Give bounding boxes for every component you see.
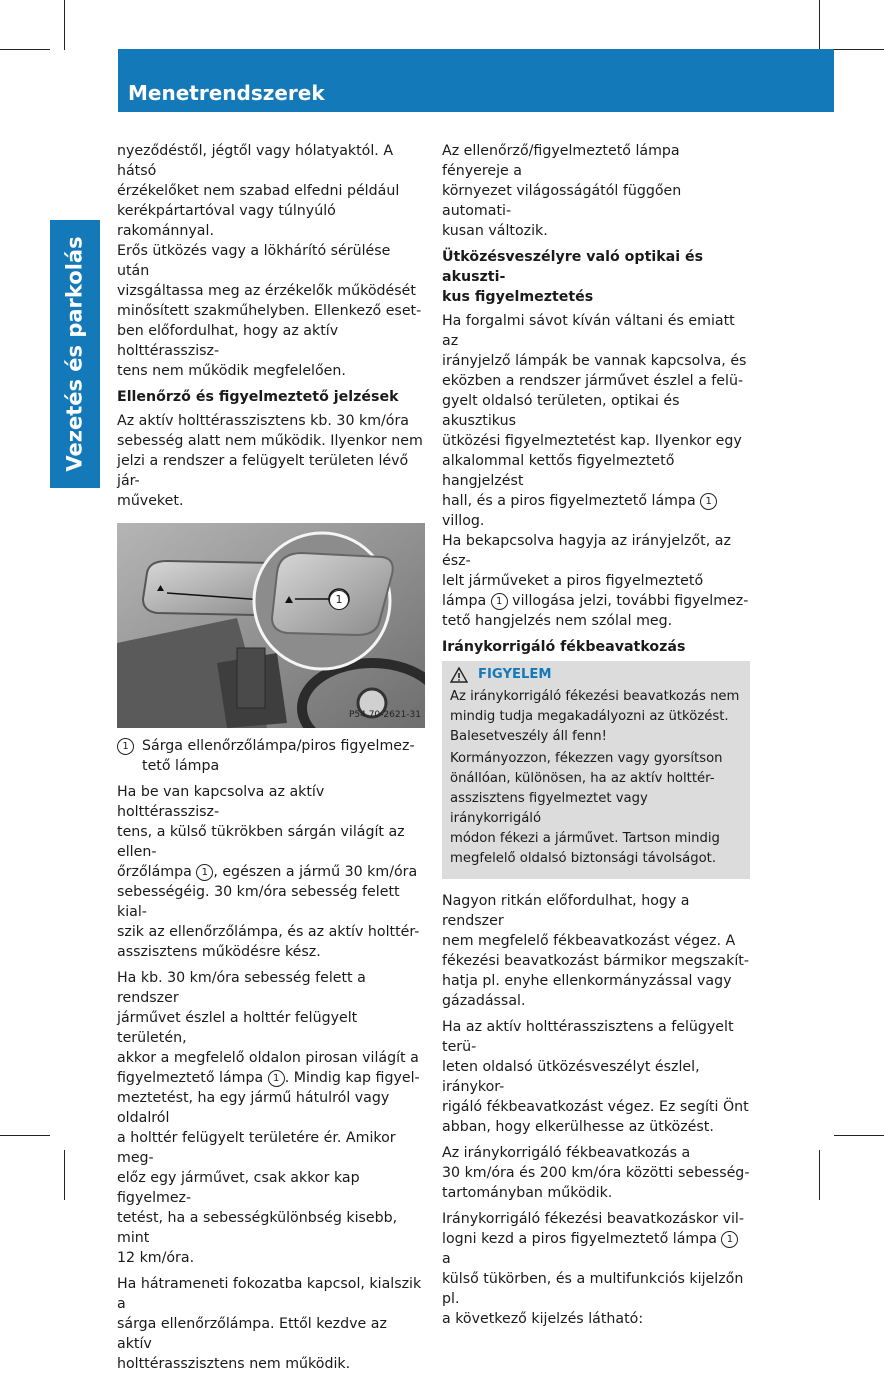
text-run: . Mindig kap figyel- meztetést, ha egy jármű hátulról vagy oldalról a holttér felügyelt területére ér. Amikor meg- előz egy járművet, csak akkor kap figyelmez- tetést, ha a sebességkülönbség kisebb, mint 12 km/óra. <box>117 1070 420 1266</box>
paragraph: Az aktív holttérasszisztens kb. 30 km/óra sebesség alatt nem működik. Ilyenkor nem jelzi a rendszer a felügyelt területen lévő jár- műveket. <box>117 413 423 509</box>
figure-code: P54.70-2621-31 <box>348 710 421 720</box>
paragraph <box>442 1209 750 1329</box>
warning-title: FIGYELEM <box>478 667 552 682</box>
page-title: Menetrendszerek <box>128 81 325 105</box>
text-run: Iránykorrigáló fékezési beavatkozáskor vil- logni kezd a piros figyelmeztető lámpa <box>442 1211 744 1247</box>
paragraph: nyeződéstől, jégtől vagy hólatyaktól. A hátsó érzékelőket nem szabad elfedni például kerékpártartóval vagy túlnyúló rakománnyal. Erős ütközés vagy a lökhárító sérülése után vizsgáltassa meg az érzékelők működését minősített szakműhelyben. Ellenkező eset- ben előfordulhat, hogy az aktív holttérasszisz- tens nem működik megfelelően. <box>117 143 422 379</box>
inline-callout: 1 <box>268 1070 285 1087</box>
text-run: Ha forgalmi sávot kíván váltani és emiatt az irányjelző lámpák be vannak kapcsolva, és eközben a rendszer járművet észlel a felü- gyelt oldalsó területen, optikai és akusztikus ütközési figyelmeztetést kap. Ilyenkor egy alkalommal kettős figyelmeztető hangjelzést hall, és a piros figyelmeztető lámpa <box>442 313 747 509</box>
legend-text: Sárga ellenőrzőlámpa/piros figyelmez- tető lámpa <box>142 738 415 774</box>
crop-mark <box>819 1150 820 1200</box>
text-run: Ha be van kapcsolva az aktív holttérasszisz- tens, a külső tükrökben sárgán világít az ellen- őrzőlámpa <box>117 784 405 880</box>
crop-mark <box>0 1135 50 1136</box>
text-run: , egészen a jármű 30 km/óra sebességéig. 30 km/óra sebesség felett kial- szik az ellenőrzőlámpa, és az aktív holttér- asszisztens működésre kész. <box>117 864 420 960</box>
mirror-illustration <box>117 523 425 728</box>
section-heading: Ütközésveszélyre való optikai és akuszti- kus figyelmeztetés <box>442 249 704 305</box>
section-heading: Iránykorrigáló fékbeavatkozás <box>442 639 686 655</box>
crop-mark <box>834 1135 884 1136</box>
paragraph: Ha az aktív holttérasszisztens a felügyelt terü- leten oldalsó ütközésveszélyt észlel, iránykor- rigáló fékbeavatkozást végez. Ez segíti Önt abban, hogy elkerülhesse az ütközést. <box>442 1019 749 1135</box>
paragraph: Az iránykorrigáló fékbeavatkozás a 30 km/óra és 200 km/óra közötti sebesség- tartományban működik. <box>442 1145 750 1201</box>
inline-callout: 1 <box>491 593 508 610</box>
figure-callout: 1 <box>329 590 349 610</box>
warning-box <box>442 661 750 879</box>
paragraph: Ha hátrameneti fokozatba kapcsol, kialszik a sárga ellenőrzőlámpa. Ettől kezdve az aktív holttérasszisztens nem működik. <box>117 1276 422 1372</box>
warning-header <box>450 665 742 685</box>
crop-mark <box>819 0 820 50</box>
legend-number: 1 <box>117 738 134 755</box>
left-column <box>117 141 425 1380</box>
right-column <box>442 141 750 1335</box>
page-number: 236 <box>60 84 100 106</box>
crop-mark <box>834 49 884 50</box>
text-run: villogása jelzi, további figyelmez- tető hangjelzés nem szólal meg. <box>442 593 749 629</box>
figure-legend <box>117 736 425 776</box>
crop-mark <box>0 49 50 50</box>
paragraph <box>117 968 425 1268</box>
inline-callout: 1 <box>700 493 717 510</box>
chapter-tab-label-wrap <box>50 220 100 488</box>
text-run: Ha kb. 30 km/óra sebesség felett a rendszer járművet észlel a holttér felügyelt területén, akkor a megfelelő oldalon pirosan világít a figyelmeztető lámpa <box>117 970 419 1086</box>
paragraph <box>442 311 750 631</box>
crop-mark <box>64 0 65 50</box>
paragraph: Az ellenőrző/figyelmeztető lámpa fényereje a környezet világosságától függően automati- kusan változik. <box>442 143 682 239</box>
crop-mark <box>64 1150 65 1200</box>
paragraph <box>117 782 425 962</box>
text-run: villog. Ha bekapcsolva hagyja az irányjelzőt, az ész- lelt járműveket a piros figyelmeztető lámpa <box>442 513 731 609</box>
inline-callout: 1 <box>721 1231 738 1248</box>
warning-triangle-icon <box>450 667 468 683</box>
text-run: a külső tükörben, és a multifunkciós kijelzőn pl. a következő kijelzés látható: <box>442 1251 744 1327</box>
warning-text: Kormányozzon, fékezzen vagy gyorsítson önállóan, különösen, ha az aktív holttér- asszisztens figyelmeztet vagy iránykorrigáló módon fékezi a járművet. Tartson mindig megfelelő oldalsó biztonsági távolságot. <box>450 751 723 866</box>
mirror-figure <box>117 523 425 728</box>
section-heading: Ellenőrző és figyelmeztető jelzések <box>117 389 399 405</box>
chapter-tab-label: Vezetés és parkolás <box>63 236 87 472</box>
inline-callout: 1 <box>196 864 213 881</box>
paragraph: Nagyon ritkán előfordulhat, hogy a rendszer nem megfelelő fékbeavatkozást végez. A fékezési beavatkozást bármikor megszakít- hatja pl. enyhe ellenkormányzással vagy gázadással. <box>442 893 749 1009</box>
header-separator <box>116 49 118 112</box>
warning-text: Az iránykorrigáló fékezési beavatkozás nem mindig tudja megakadályozni az ütközést. Balesetveszély áll fenn! <box>450 689 740 744</box>
